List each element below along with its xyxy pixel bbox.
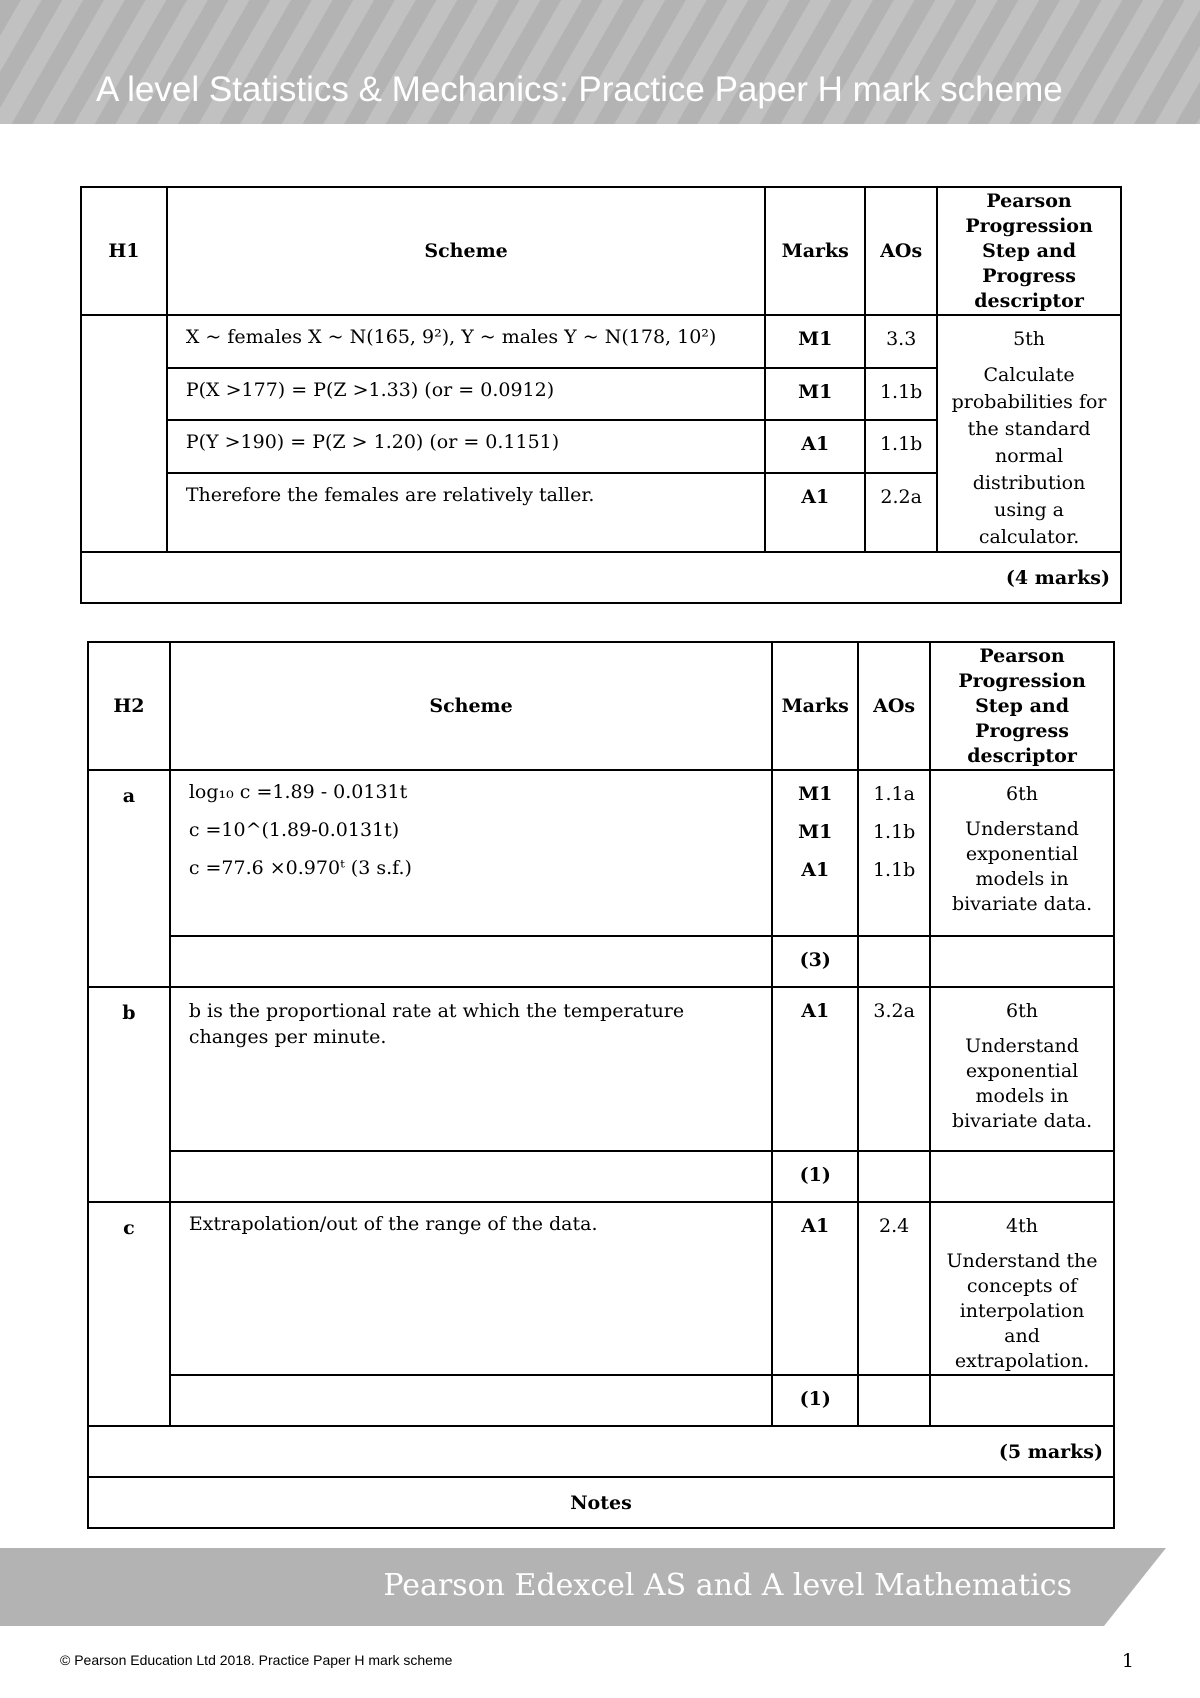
- ao-cell: 3.3: [865, 315, 937, 368]
- empty-cell: [930, 936, 1114, 987]
- ao-cell: [858, 770, 930, 936]
- h2-mark-scheme-table: [87, 641, 1115, 1529]
- empty-cell: [858, 1375, 930, 1426]
- table-header-row: [88, 642, 1114, 770]
- column-header-descriptor: Pearson Progression Step and Progress descriptor: [937, 187, 1121, 315]
- empty-cell: [170, 1151, 772, 1202]
- question-number: H2: [88, 642, 170, 770]
- scheme-line: log₁₀ c =1.89 - 0.0131t: [188, 781, 408, 803]
- part-label: c: [88, 1202, 170, 1426]
- footer-brand: Pearson Edexcel AS and A level Mathematics: [383, 1568, 1072, 1603]
- empty-cell: [930, 1375, 1114, 1426]
- scheme-cell: Extrapolation/out of the range of the data.: [170, 1202, 772, 1375]
- ao-value: 1.1a: [873, 783, 915, 805]
- descriptor-cell: [930, 987, 1114, 1151]
- total-row: [81, 552, 1121, 603]
- ao-cell: 3.2a: [858, 987, 930, 1151]
- progress-descriptor: Understand the concepts of interpolation and extrapolation.: [946, 1250, 1098, 1372]
- scheme-cell: Therefore the females are relatively taller.: [167, 473, 766, 552]
- progression-step: 4th: [1006, 1215, 1039, 1237]
- ao-cell: 2.2a: [865, 473, 937, 552]
- scheme-cell: [170, 770, 772, 936]
- scheme-line: c =77.6 ×0.970ᵗ (3 s.f.): [188, 857, 412, 879]
- progress-descriptor: Understand exponential models in bivariate data.: [951, 1035, 1093, 1132]
- scheme-line: c =10^(1.89-0.0131t): [188, 819, 400, 841]
- subtotal-row: [88, 1375, 1114, 1426]
- mark-value: M1: [798, 821, 833, 843]
- descriptor-cell: [937, 315, 1121, 552]
- notes-row: [88, 1477, 1114, 1528]
- notes-heading: Notes: [88, 1477, 1114, 1528]
- progression-step: 6th: [1006, 783, 1039, 805]
- ao-cell: 1.1b: [865, 420, 937, 473]
- column-header-descriptor: Pearson Progression Step and Progress descriptor: [930, 642, 1114, 770]
- empty-cell: [170, 936, 772, 987]
- scheme-cell: P(Y >190) = P(Z > 1.20) (or = 0.1151): [167, 420, 766, 473]
- progression-step: 6th: [1006, 1000, 1039, 1022]
- header-band: [0, 0, 1200, 124]
- mark-cell: [772, 770, 858, 936]
- descriptor-cell: [930, 770, 1114, 936]
- column-header-scheme: Scheme: [170, 642, 772, 770]
- table-row: [88, 987, 1114, 1151]
- mark-cell: A1: [765, 473, 865, 552]
- page-title: A level Statistics & Mechanics: Practice Paper H mark scheme: [96, 70, 1063, 109]
- total-marks: (5 marks): [88, 1426, 1114, 1477]
- copyright-notice: © Pearson Education Ltd 2018. Practice Paper H mark scheme: [60, 1652, 453, 1668]
- h1-mark-scheme-table: [80, 186, 1122, 604]
- scheme-cell: X ~ females X ~ N(165, 9²), Y ~ males Y ~ N(178, 10²): [167, 315, 766, 368]
- mark-cell: A1: [765, 420, 865, 473]
- part-label: b: [88, 987, 170, 1202]
- progression-step: 5th: [1013, 328, 1046, 350]
- subtotal-row: [88, 1151, 1114, 1202]
- total-row: [88, 1426, 1114, 1477]
- ao-value: 1.1b: [872, 859, 916, 881]
- scheme-cell: b is the proportional rate at which the temperature changes per minute.: [170, 987, 772, 1151]
- table-row: [81, 315, 1121, 368]
- subtotal-marks: (3): [772, 936, 858, 987]
- subtotal-row: [88, 936, 1114, 987]
- subtotal-marks: (1): [772, 1151, 858, 1202]
- column-header-aos: AOs: [858, 642, 930, 770]
- column-header-aos: AOs: [865, 187, 937, 315]
- mark-cell: A1: [772, 1202, 858, 1375]
- part-label: a: [88, 770, 170, 987]
- column-header-scheme: Scheme: [167, 187, 766, 315]
- mark-value: M1: [798, 783, 833, 805]
- empty-cell: [858, 1151, 930, 1202]
- progress-descriptor: Calculate probabilities for the standard normal distribution using a calculator.: [951, 364, 1107, 548]
- empty-cell: [858, 936, 930, 987]
- mark-cell: M1: [765, 368, 865, 421]
- empty-label-cell: [81, 315, 167, 552]
- mark-value: A1: [801, 859, 830, 881]
- table-row: [88, 770, 1114, 936]
- ao-cell: 2.4: [858, 1202, 930, 1375]
- empty-cell: [170, 1375, 772, 1426]
- table-row: [88, 1202, 1114, 1375]
- table-header-row: [81, 187, 1121, 315]
- empty-cell: [930, 1151, 1114, 1202]
- question-number: H1: [81, 187, 167, 315]
- progress-descriptor: Understand exponential models in bivariate data.: [951, 818, 1093, 915]
- total-marks: (4 marks): [81, 552, 1121, 603]
- column-header-marks: Marks: [765, 187, 865, 315]
- page-number: 1: [1121, 1650, 1134, 1672]
- ao-value: 1.1b: [872, 821, 916, 843]
- scheme-cell: P(X >177) = P(Z >1.33) (or = 0.0912): [167, 368, 766, 421]
- mark-cell: M1: [765, 315, 865, 368]
- descriptor-cell: [930, 1202, 1114, 1375]
- subtotal-marks: (1): [772, 1375, 858, 1426]
- ao-cell: 1.1b: [865, 368, 937, 421]
- column-header-marks: Marks: [772, 642, 858, 770]
- mark-cell: A1: [772, 987, 858, 1151]
